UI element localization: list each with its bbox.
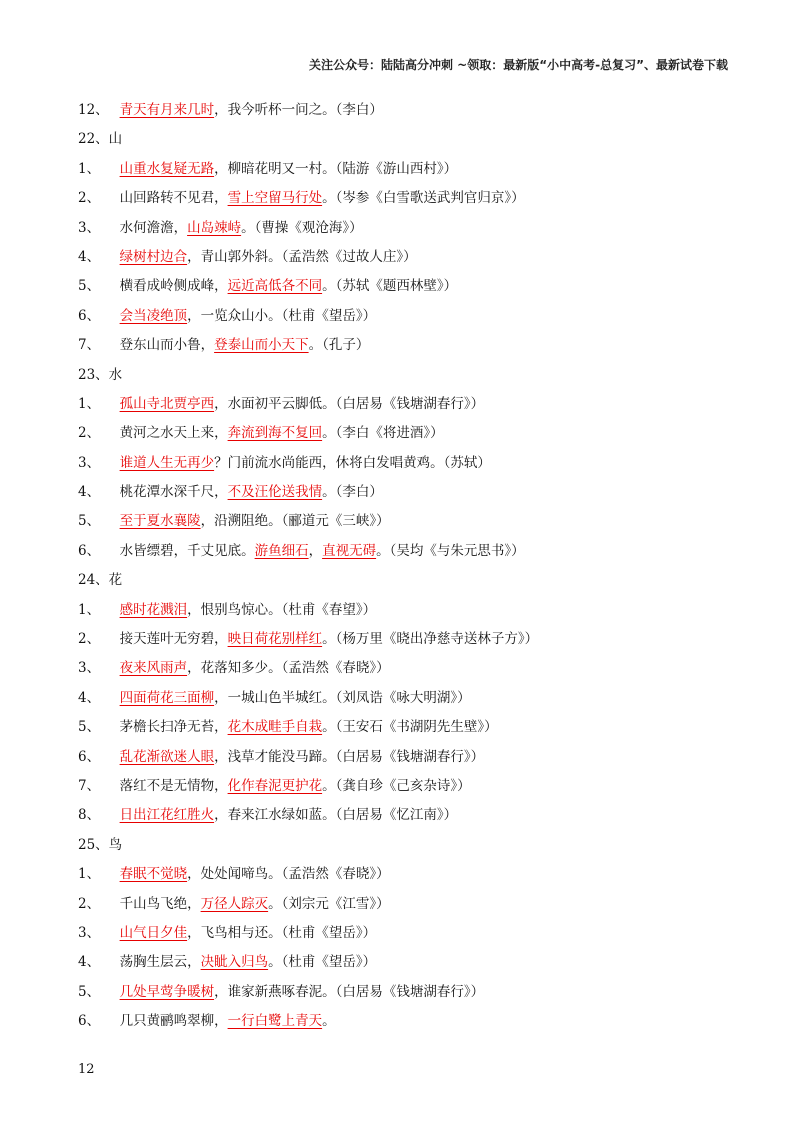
verse-text bbox=[111, 807, 120, 823]
section-heading-label: 25、鸟 bbox=[78, 836, 123, 853]
verse-text: 横看成岭侧成峰， bbox=[111, 278, 228, 295]
verse-text: ？门前流水尚能西，休将白发唱黄鸡。（苏轼） bbox=[214, 454, 491, 471]
verse-text: ， bbox=[308, 542, 323, 559]
verse-number: 2、 bbox=[78, 895, 101, 912]
answer-text: 奔流到海不复回 bbox=[227, 425, 323, 442]
verse-item bbox=[78, 801, 758, 830]
verse-item bbox=[78, 654, 758, 683]
verse-text: ，柳暗花明又一村。（陆游《游山西村》） bbox=[214, 160, 458, 177]
answer-text: 感时花溅泪 bbox=[119, 601, 188, 618]
verse-text: ，恨别鸟惊心。（杜甫《春望》） bbox=[187, 601, 377, 618]
answer-text: 绿树村边合 bbox=[119, 248, 188, 265]
verse-number: 12、 bbox=[78, 102, 109, 118]
verse-item bbox=[78, 507, 758, 536]
answer-text: 春眠不觉晓 bbox=[119, 866, 188, 883]
verse-text: ，浅草才能没马蹄。（白居易《钱塘湖春行》） bbox=[214, 748, 485, 765]
verse-text bbox=[111, 984, 120, 1000]
verse-text: 。（刘宗元《江雪》） bbox=[268, 895, 390, 912]
verse-text bbox=[111, 660, 120, 676]
answer-text: 山岛竦峙 bbox=[187, 219, 242, 236]
verse-text: ，沿溯阻绝。（郦道元《三峡》） bbox=[200, 513, 390, 530]
verse-text: ，处处闻啼鸟。（孟浩然《春晓》） bbox=[187, 866, 390, 883]
verse-item bbox=[78, 743, 758, 772]
verse-text: 登东山而小鲁， bbox=[111, 337, 215, 354]
verse-item bbox=[78, 449, 758, 478]
answer-text: 万径人踪灭 bbox=[200, 895, 269, 912]
answer-text: 不及汪伦送我情 bbox=[227, 484, 323, 501]
verse-text: 。（龚自珍《己亥杂诗》） bbox=[322, 777, 471, 794]
verse-item bbox=[78, 331, 758, 360]
section-heading-label: 23、水 bbox=[78, 366, 123, 383]
section-heading bbox=[78, 566, 758, 595]
verse-number: 4、 bbox=[78, 689, 101, 706]
section-heading bbox=[78, 125, 758, 154]
answer-text: 乱花渐欲迷人眼 bbox=[119, 748, 215, 765]
verse-text bbox=[111, 690, 120, 706]
verse-text bbox=[111, 602, 120, 618]
verse-text: 。（岑参《白雪歌送武判官归京》） bbox=[322, 190, 525, 207]
verse-text: ，春来江水绿如蓝。（白居易《忆江南》） bbox=[214, 807, 458, 824]
verse-number: 3、 bbox=[78, 219, 101, 236]
verse-item bbox=[78, 537, 758, 566]
verse-text: 接天莲叶无穷碧， bbox=[111, 631, 228, 648]
verse-number: 3、 bbox=[78, 924, 101, 941]
verse-number: 2、 bbox=[78, 631, 101, 648]
answer-text: 直视无碍 bbox=[322, 542, 377, 559]
answer-text: 游鱼细石 bbox=[254, 542, 309, 559]
verse-item bbox=[78, 919, 758, 948]
verse-text: ，飞鸟相与还。（杜甫《望岳》） bbox=[187, 924, 377, 941]
verse-item bbox=[78, 978, 758, 1007]
verse-item bbox=[78, 596, 758, 625]
answer-text: 至于夏水襄陵 bbox=[119, 513, 201, 530]
verse-text: 落红不是无情物， bbox=[111, 777, 228, 794]
verse-item bbox=[78, 890, 758, 919]
section-heading bbox=[78, 831, 758, 860]
verse-text: ，谁家新燕啄春泥。（白居易《钱塘湖春行》） bbox=[214, 983, 485, 1000]
verse-text: 千山鸟飞绝， bbox=[111, 895, 201, 912]
verse-item bbox=[78, 948, 758, 977]
verse-text bbox=[111, 249, 120, 265]
answer-text: 决眦入归鸟 bbox=[200, 954, 269, 971]
page-header: 关注公众号：陆陆高分冲刺 ~领取：最新版“小中高考-总复习”、最新试卷下载 bbox=[309, 58, 728, 72]
verse-item bbox=[78, 243, 758, 272]
verse-text: 山回路转不见君， bbox=[111, 190, 228, 207]
verse-number: 2、 bbox=[78, 190, 101, 207]
verse-text: ，青山郭外斜。（孟浩然《过故人庄》） bbox=[187, 248, 417, 265]
verse-number: 1、 bbox=[78, 866, 101, 883]
verse-text: 。（苏轼《题西林壁》） bbox=[322, 278, 458, 295]
verse-text: 水皆缥碧，千丈见底。 bbox=[111, 542, 255, 559]
verse-text: 黄河之水天上来， bbox=[111, 425, 228, 442]
verse-item bbox=[78, 302, 758, 331]
verse-text bbox=[111, 308, 120, 324]
verse-text: 。（李白） bbox=[322, 484, 383, 501]
verse-number: 6、 bbox=[78, 307, 101, 324]
verse-number: 4、 bbox=[78, 954, 101, 971]
verse-item bbox=[78, 860, 758, 889]
verse-number: 3、 bbox=[78, 660, 101, 677]
verse-number: 5、 bbox=[78, 983, 101, 1000]
verse-text bbox=[111, 866, 120, 882]
verse-number: 5、 bbox=[78, 278, 101, 295]
verse-item bbox=[78, 713, 758, 742]
verse-text: 。（曹操《观沧海》） bbox=[241, 219, 363, 236]
verse-text: 桃花潭水深千尺， bbox=[111, 484, 228, 501]
answer-text: 孤山寺北贾亭西 bbox=[119, 395, 215, 412]
verse-number: 3、 bbox=[78, 454, 101, 471]
verse-text: 。（杨万里《晓出净慈寺送林子方》） bbox=[322, 631, 539, 648]
verse-text: 。（孔子） bbox=[308, 337, 370, 354]
verse-number: 6、 bbox=[78, 748, 101, 765]
answer-text: 雪上空留马行处 bbox=[227, 190, 323, 207]
verse-item bbox=[78, 390, 758, 419]
verse-text: 。（杜甫《望岳》） bbox=[268, 954, 377, 971]
verse-text: 。（王安石《书湖阴先生壁》） bbox=[322, 719, 498, 736]
verse-number: 7、 bbox=[78, 337, 101, 354]
verse-text: ，我今听杯一问之。（李白） bbox=[214, 102, 383, 118]
verse-item bbox=[78, 155, 758, 184]
answer-text: 青天有月来几时 bbox=[119, 102, 215, 118]
verse-text: 。（吴均《与朱元思书》） bbox=[376, 542, 525, 559]
verse-text: 。（李白《将进酒》） bbox=[322, 425, 444, 442]
answer-text: 谁道人生无再少 bbox=[119, 454, 215, 471]
verse-text bbox=[111, 102, 120, 118]
verse-number: 5、 bbox=[78, 719, 101, 736]
verse-item bbox=[78, 419, 758, 448]
answer-text: 山重水复疑无路 bbox=[119, 160, 215, 177]
verse-item bbox=[78, 272, 758, 301]
answer-text: 山气日夕佳 bbox=[119, 924, 188, 941]
answer-text: 夜来风雨声 bbox=[119, 660, 188, 677]
verse-text bbox=[111, 396, 120, 412]
section-heading-label: 22、山 bbox=[78, 131, 123, 148]
verse-item bbox=[78, 1007, 758, 1036]
answer-text: 化作春泥更护花 bbox=[227, 777, 323, 794]
verse-number: 6、 bbox=[78, 542, 101, 559]
verse-text bbox=[111, 513, 120, 529]
answer-text: 一行白鹭上青天 bbox=[227, 1013, 323, 1030]
verse-text: ，花落知多少。（孟浩然《春晓》） bbox=[187, 660, 390, 677]
verse-text: 水何澹澹， bbox=[111, 219, 188, 236]
verse-number: 7、 bbox=[78, 777, 101, 794]
verse-number: 1、 bbox=[78, 601, 101, 618]
verse-number: 6、 bbox=[78, 1013, 101, 1030]
verse-text: 。 bbox=[322, 1013, 336, 1030]
answer-text: 几处早莺争暖树 bbox=[119, 983, 215, 1000]
verse-number: 1、 bbox=[78, 160, 101, 177]
verse-text: ，一览众山小。（杜甫《望岳》） bbox=[187, 307, 377, 324]
verse-item bbox=[78, 478, 758, 507]
verse-text bbox=[111, 161, 120, 177]
answer-text: 登泰山而小天下 bbox=[214, 337, 309, 354]
verse-text bbox=[111, 455, 120, 471]
verse-number: 2、 bbox=[78, 425, 101, 442]
verse-text: ，水面初平云脚低。（白居易《钱塘湖春行》） bbox=[214, 395, 485, 412]
answer-text: 四面荷花三面柳 bbox=[119, 689, 215, 706]
verse-item bbox=[78, 684, 758, 713]
verse-text bbox=[111, 749, 120, 765]
answer-text: 远近高低各不同 bbox=[227, 278, 323, 295]
section-heading bbox=[78, 361, 758, 390]
verse-number: 1、 bbox=[78, 395, 101, 412]
verse-item bbox=[78, 625, 758, 654]
answer-text: 日出江花红胜火 bbox=[119, 807, 215, 824]
verse-text bbox=[111, 925, 120, 941]
answer-text: 会当凌绝顶 bbox=[119, 307, 188, 324]
verse-item bbox=[78, 772, 758, 801]
verse-number: 4、 bbox=[78, 248, 101, 265]
verse-number: 4、 bbox=[78, 484, 101, 501]
verse-item bbox=[78, 184, 758, 213]
answer-text: 映日荷花别样红 bbox=[227, 631, 323, 648]
verse-item bbox=[78, 96, 758, 125]
section-heading-label: 24、花 bbox=[78, 572, 123, 589]
answer-text: 花木成畦手自栽 bbox=[227, 719, 323, 736]
verse-number: 8、 bbox=[78, 807, 101, 824]
verse-text: 茅檐长扫净无苔， bbox=[111, 719, 228, 736]
verse-text: ，一城山色半城红。（刘凤诰《咏大明湖》） bbox=[214, 689, 471, 706]
verse-item bbox=[78, 214, 758, 243]
page-number: 12 bbox=[78, 1062, 95, 1077]
verse-number: 5、 bbox=[78, 513, 101, 530]
recitation-content bbox=[78, 96, 758, 1037]
verse-text: 几只黄鹂鸣翠柳， bbox=[111, 1013, 228, 1030]
verse-text: 荡胸生层云， bbox=[111, 954, 201, 971]
